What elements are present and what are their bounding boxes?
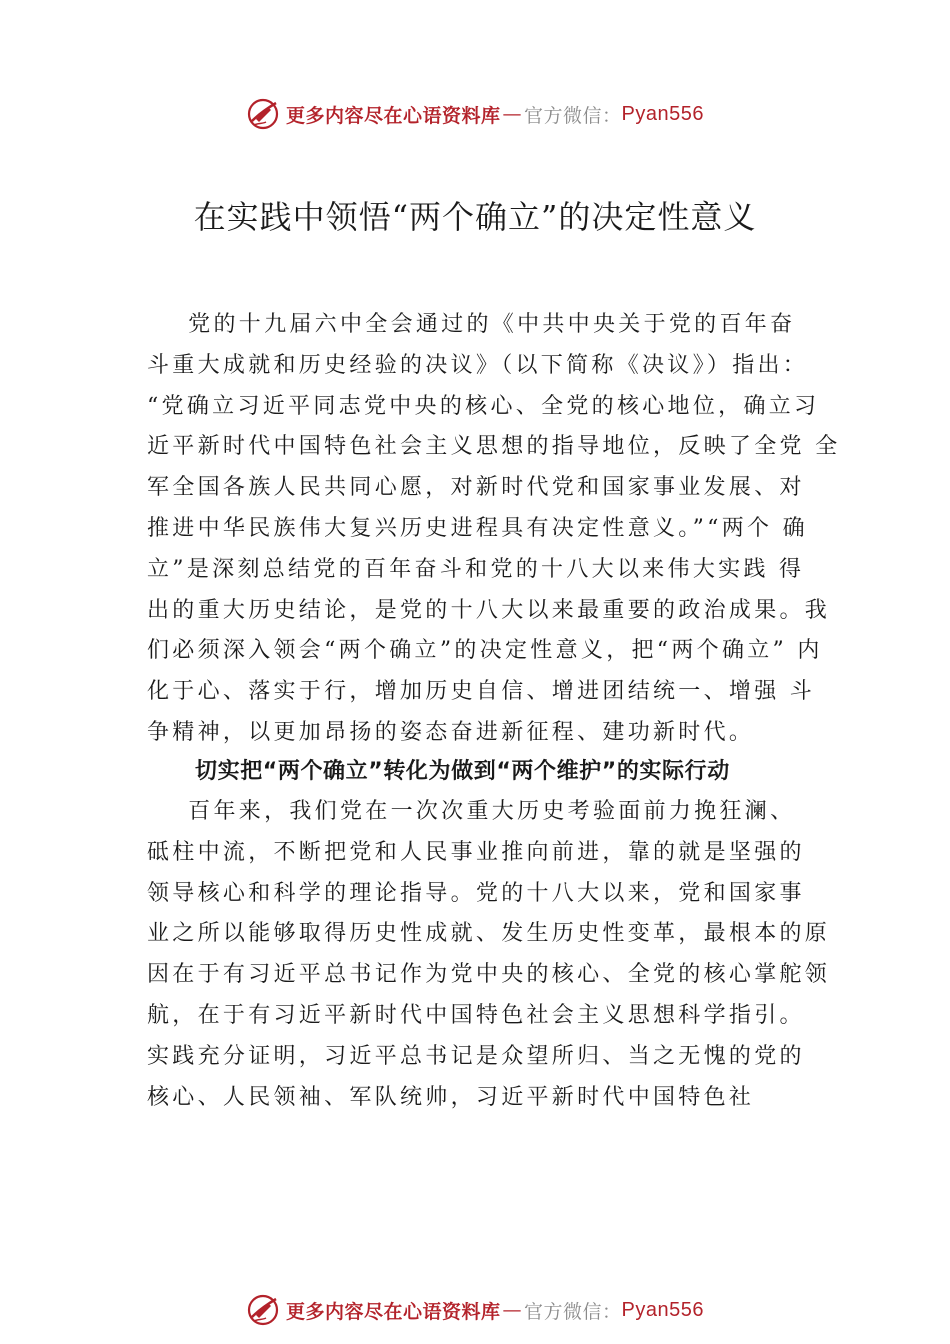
banner-wechat-id: Pyan556 [621,1298,704,1321]
text-line: 核心、人民领袖、军队统帅，习近平新时代中国特色社 [147,1084,755,1110]
text-line: 因在于有习近平总书记作为党中央的核心、全党的核心掌舵领 [147,962,831,988]
banner-dash: — [502,103,523,125]
text-line: 百年来，我们党在一次次重大历史考验面前力挽狂澜、 [147,799,796,824]
page-title: 在实践中领悟“两个确立”的决定性意义 [193,198,757,236]
pen-logo-icon [246,1293,280,1327]
pen-logo-icon [246,97,280,131]
section-heading: 切实把“两个确立”转化为做到“两个维护”的实际行动 [195,759,730,784]
text-line: 党的十九届六中全会通过的《中共中央关于党的百年奋 [147,312,796,337]
text-line: 军全国各族人民共同心愿，对新时代党和国家事业发展、对 [147,475,805,501]
banner-dash: — [502,1299,523,1321]
text-line: 化于心、落实于行，增加历史自信、增进团结统一、增强 斗 [147,679,816,705]
footer-banner [0,1290,950,1330]
text-line: 推进中华民族伟大复兴历史进程具有决定性意义。”“两个 确 [147,515,808,541]
text-line: 领导核心和科学的理论指导。党的十八大以来，党和国家事 [147,880,805,906]
banner-site-name: 更多内容尽在心语资料库 [286,1300,501,1323]
banner-wechat-id: Pyan556 [621,102,704,125]
header-banner [0,94,950,134]
text-line: 出的重大历史结论，是党的十八大以来最重要的政治成果。我 [147,597,831,623]
text-line: 争精神，以更加昂扬的姿态奋进新征程、建功新时代。 [147,719,755,745]
text-line: 砥柱中流，不断把党和人民事业推向前进，靠的就是坚强的 [147,839,805,865]
text-line: 业之所以能够取得历史性成就、发生历史性变革，最根本的原 [147,921,831,947]
text-line: 斗重大成就和历史经验的决议》（以下简称《决议》）指出： [147,352,809,378]
text-line: “党确立习近平同志党中央的核心、全党的核心地位，确立习 [147,393,820,419]
paragraph-2 [147,792,837,1118]
banner-wechat-label: 官方微信： [524,1300,622,1323]
banner-site-name: 更多内容尽在心语资料库 [286,104,501,127]
text-line: 航，在于有习近平新时代中国特色社会主义思想科学指引。 [147,1002,805,1028]
banner-wechat-label: 官方微信： [524,104,622,127]
text-line: 近平新时代中国特色社会主义思想的指导地位，反映了全党 全 [147,434,841,460]
paragraph-1 [147,305,841,754]
text-line: 们必须深入领会“两个确立”的决定性意义，把“两个确立” 内 [147,638,823,664]
text-line: 立”是深刻总结党的百年奋斗和党的十八大以来伟大实践 得 [147,556,805,582]
text-line: 实践充分证明，习近平总书记是众望所归、当之无愧的党的 [147,1043,805,1069]
